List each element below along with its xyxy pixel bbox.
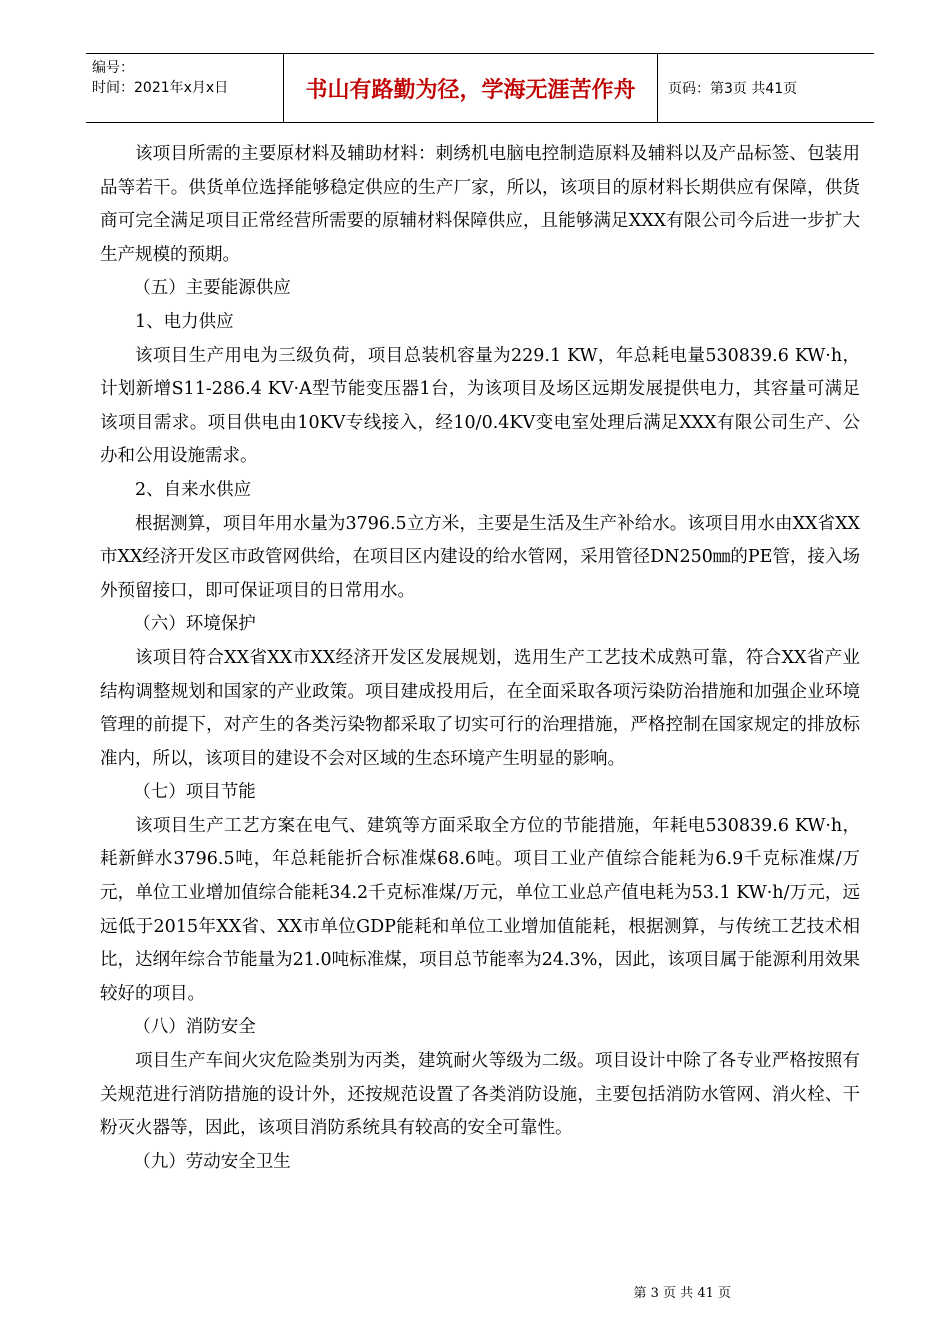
paragraph-power: 该项目生产用电为三级负荷，项目总装机容量为229.1 KW，年总耗电量530839.6 KW·h，计划新增S11-286.4 KV·A型节能变压器1台，为该项目及场区远期发展提供电力，其容量可满足该项目需求。项目供电由10KV专线接入，经10/0.4KV变电室处理后满足XXX有限公司生产、公办和公用设施需求。 [100, 345, 860, 467]
paragraph-fire-safety: 项目生产车间火灾危险类别为丙类，建筑耐火等级为二级。项目设计中除了各专业严格按照有关规范进行消防措施的设计外，还按规范设置了各类消防设施，主要包括消防水管网、消火栓、干粉灭火器等，因此，该项目消防系统具有较高的安全可靠性。 [100, 1051, 860, 1139]
header-meta [86, 54, 284, 122]
document-time-label: 时间：2021年x月x日 [92, 80, 229, 96]
document-number-label: 编号： [92, 60, 134, 76]
header-page-info: 页码：第3页 共41页 [668, 81, 798, 97]
paragraph-environment: 该项目符合XX省XX市XX经济开发区发展规划，选用生产工艺技术成熟可靠，符合XX省产业结构调整规划和国家的产业政策。项目建成投用后，在全面采取各项污染防治措施和加强企业环境管理的前提下，对产生的各类污染物都采取了切实可行的治理措施，严格控制在国家规定的排放标准内，所以，该项目的建设不会对区域的生态环境产生明显的影响。 [100, 647, 860, 769]
page-header [86, 53, 874, 123]
page-footer [0, 1282, 950, 1301]
header-motto: 书山有路勤为径，学海无涯苦作舟 [284, 54, 658, 122]
section-heading-energy-saving: （七）项目节能 [133, 782, 256, 803]
section-heading-fire-safety: （八）消防安全 [133, 1017, 256, 1038]
section-heading-environment: （六）环境保护 [133, 614, 256, 635]
subheading-water: 2、自来水供应 [135, 479, 252, 500]
document-body [100, 138, 860, 1179]
section-heading-labor-safety: （九）劳动安全卫生 [133, 1151, 291, 1172]
footer-page-number: 第 3 页 共 41 页 [633, 1286, 731, 1301]
paragraph-materials: 该项目所需的主要原材料及辅助材料：刺绣机电脑电控制造原料及辅料以及产品标签、包装用品等若干。供货单位选择能够稳定供应的生产厂家，所以，该项目的原材料长期供应有保障，供货商可完全满足项目正常经营所需要的原辅材料保障供应，且能够满足XXX有限公司今后进一步扩大生产规模的预期。 [100, 144, 860, 265]
subheading-power: 1、电力供应 [135, 311, 234, 332]
paragraph-water: 根据测算，项目年用水量为3796.5立方米，主要是生活及生产补给水。该项目用水由XX省XX市XX经济开发区市政管网供给，在项目区内建设的给水管网，采用管径DN250㎜的PE管，接入场外预留接口，即可保证项目的日常用水。 [100, 513, 860, 601]
paragraph-energy-saving: 该项目生产工艺方案在电气、建筑等方面采取全方位的节能措施，年耗电530839.6 KW·h，耗新鲜水3796.5吨，年总耗能折合标准煤68.6吨。项目工业产值综合能耗为6.9千克标准煤/万元，单位工业增加值综合能耗34.2千克标准煤/万元，单位工业总产值电耗为53.1 KW·h/万元，远远低于2015年XX省、XX市单位GDP能耗和单位工业增加值能耗，根据测算，与传统工艺技术相比，达纲年综合节能量为21.0吨标准煤，项目总节能率为24.3%，因此，该项目属于能源利用效果较好的项目。 [100, 815, 860, 1004]
section-heading-energy: （五）主要能源供应 [133, 278, 291, 299]
